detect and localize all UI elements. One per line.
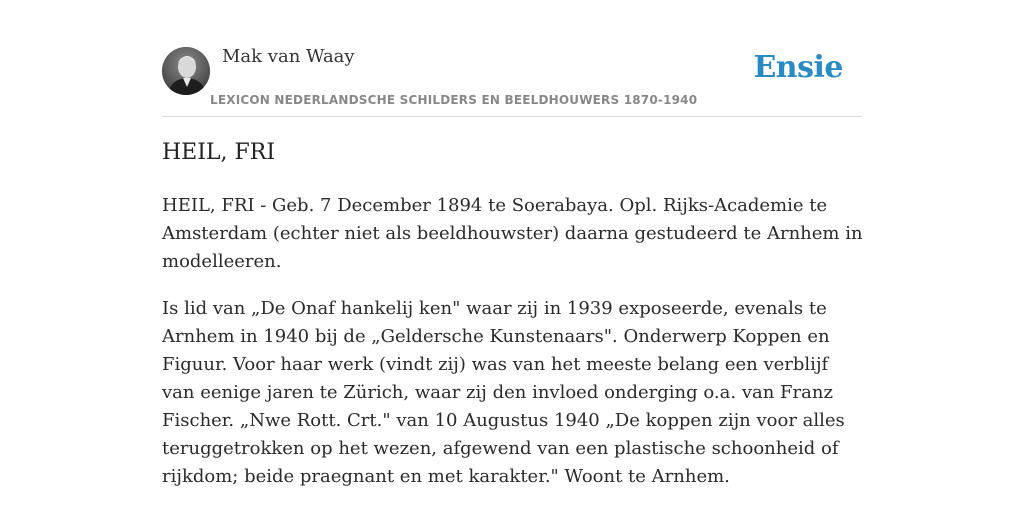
page-header [162,46,862,117]
author-avatar[interactable] [162,47,210,95]
ensie-logo[interactable]: Ensie [753,50,843,85]
entry-title: HEIL, FRI [162,140,276,165]
author-name[interactable]: Mak van Waay [222,46,355,67]
entry-paragraph: HEIL, FRI - Geb. 7 December 1894 te Soerabaya. Opl. Rijks-Academie te Amsterdam (echter niet als beeldhouwster) daarna gestudeerd te Arnhem in modelleeren. [162,195,863,272]
author-portrait-icon [162,47,210,95]
entry-content [162,192,864,510]
book-title[interactable]: LEXICON NEDERLANDSCHE SCHILDERS EN BEELDHOUWERS 1870-1940 [210,93,698,107]
entry-paragraph: Is lid van „De Onaf hankelij ken" waar zij in 1939 exposeerde, evenals te Arnhem in 1940 bij de „Geldersche Kunstenaars". Onderwerp Koppen en Figuur. Voor haar werk (vindt zij) was van het meeste belang een verblijf van eenige jaren te Zürich, waar zij den invloed onderging o.a. van Franz Fischer. „Nwe Rott. Crt." van 10 Augustus 1940 „De koppen zijn voor alles teruggetrokken op het wezen, afgewend van een plastische schoonheid of rijkdom; beide praegnant en met karakter." Woont te Arnhem. [162,298,845,487]
